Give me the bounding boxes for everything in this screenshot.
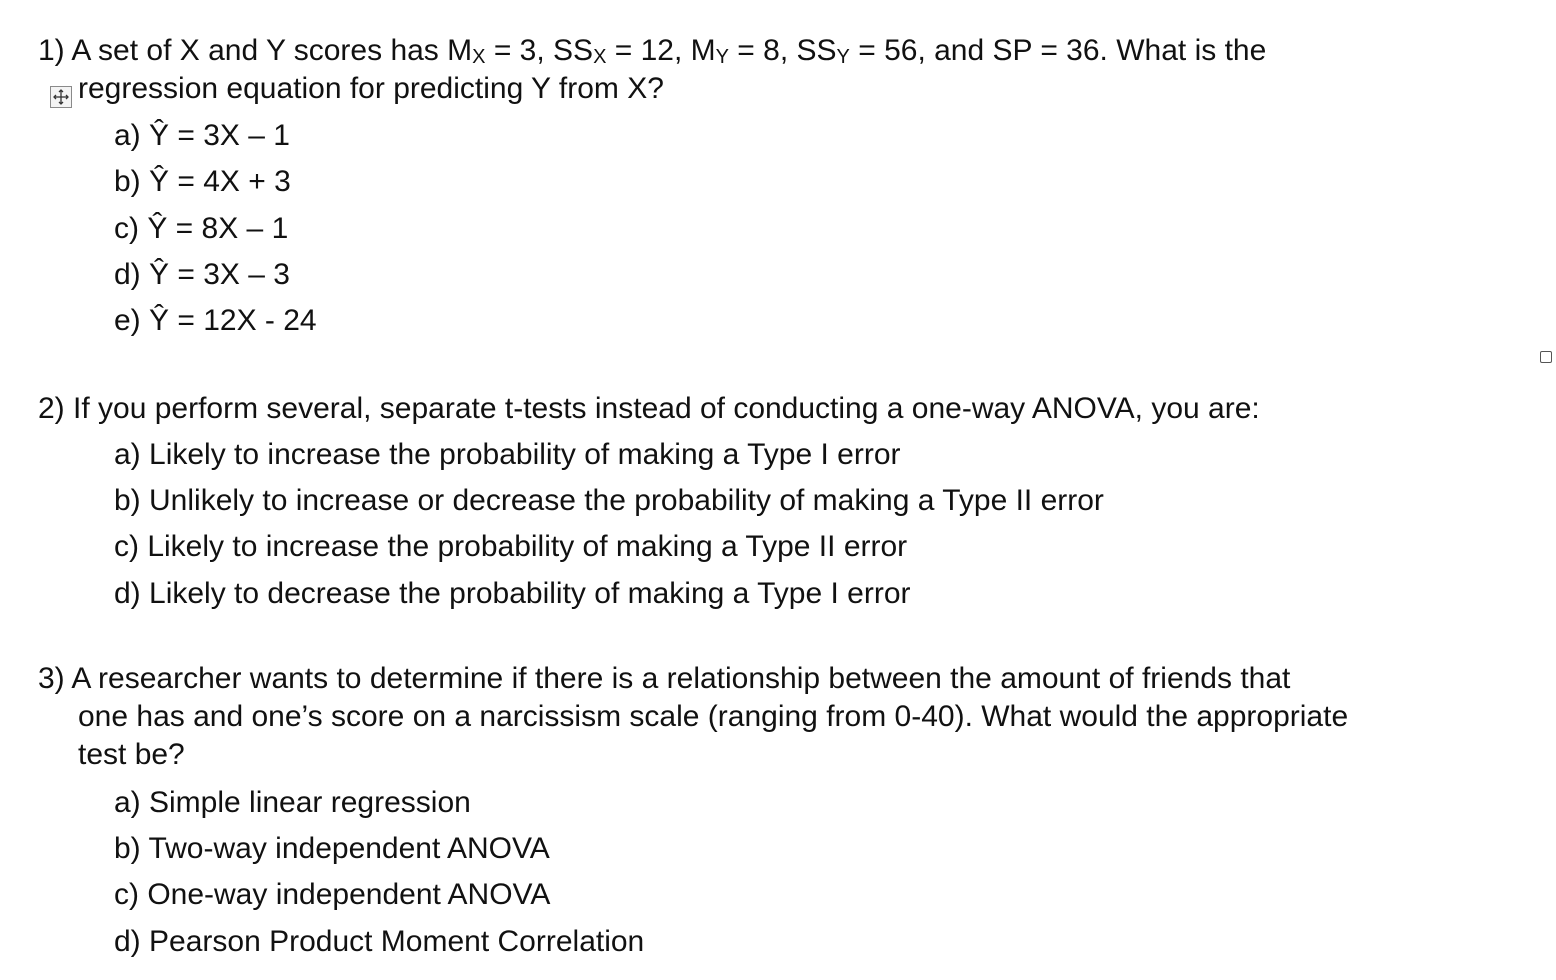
my-subscript: Y (715, 46, 729, 68)
ssx-subscript: X (593, 46, 607, 68)
question-1 (38, 32, 1518, 108)
question-3-option-d: d) Pearson Product Moment Correlation (114, 925, 645, 958)
question-1-text-e: = 56, and SP = 36. What is the (849, 34, 1267, 67)
question-3 (38, 660, 1518, 774)
question-1-line-2: regression equation for predicting Y from X? (78, 72, 664, 105)
question-2-line-1: 2) If you perform several, separate t-tests instead of conducting a one-way ANOVA, you are: (38, 392, 1260, 425)
question-3-line-3: test be? (78, 738, 185, 771)
question-1-line-1 (38, 32, 1518, 70)
question-1-text-a: 1) A set of X and Y scores has M (38, 34, 473, 67)
move-handle-icon[interactable] (50, 86, 72, 108)
question-1-text-d: = 8, SS (728, 34, 837, 67)
question-1-option-a: a) Ŷ = 3X – 1 (114, 119, 290, 152)
question-1-text-b: = 3, SS (485, 34, 594, 67)
question-1-text-c: = 12, M (606, 34, 716, 67)
question-1-option-b: b) Ŷ = 4X + 3 (114, 165, 291, 198)
question-3-option-a: a) Simple linear regression (114, 786, 471, 819)
question-3-line-2: one has and one’s score on a narcissism scale (ranging from 0-40). What would the appropriate (78, 700, 1349, 733)
mx-subscript: X (472, 46, 486, 68)
question-1-option-c: c) Ŷ = 8X – 1 (114, 212, 289, 245)
question-1-option-d: d) Ŷ = 3X – 3 (114, 258, 290, 291)
question-3-line-1: 3) A researcher wants to determine if there is a relationship between the amount of friends that (38, 662, 1291, 695)
question-3-option-b: b) Two-way independent ANOVA (114, 832, 550, 865)
question-2-option-a: a) Likely to increase the probability of making a Type I error (114, 438, 901, 471)
question-3-option-c: c) One-way independent ANOVA (114, 878, 551, 911)
question-2-option-c: c) Likely to increase the probability of making a Type II error (114, 530, 908, 563)
ssy-subscript: Y (836, 46, 850, 68)
question-2 (38, 390, 1518, 428)
question-1-option-e: e) Ŷ = 12X - 24 (114, 304, 317, 337)
checkbox-icon[interactable] (1540, 351, 1552, 363)
question-2-option-b: b) Unlikely to increase or decrease the probability of making a Type II error (114, 484, 1104, 517)
question-2-option-d: d) Likely to decrease the probability of making a Type I error (114, 577, 911, 610)
